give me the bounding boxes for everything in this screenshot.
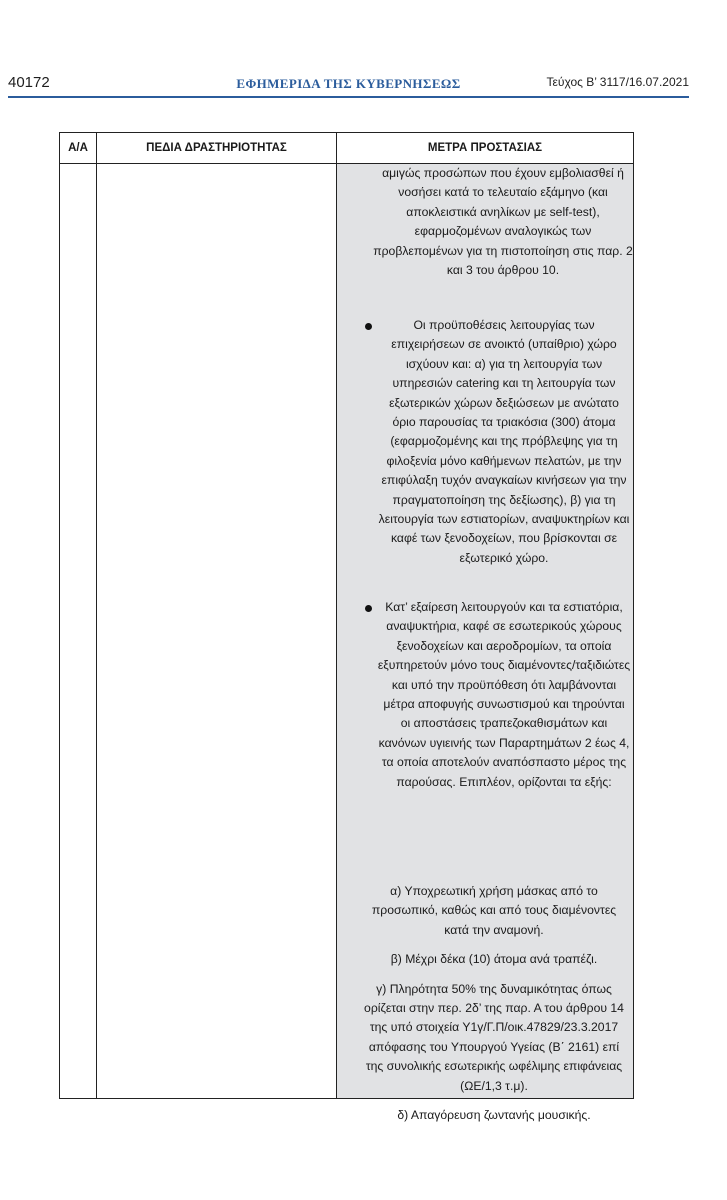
page-header <box>8 72 689 98</box>
column-header-measures: ΜΕΤΡΑ ΠΡΟΣΤΑΣΙΑΣ <box>337 133 634 164</box>
table-row <box>60 164 634 1099</box>
page-number: 40172 <box>8 74 50 91</box>
table-header-row <box>60 133 634 164</box>
column-header-activity: ΠΕΔΙΑ ΔΡΑΣΤΗΡΙΟΤΗΤΑΣ <box>97 133 337 164</box>
cell-measures <box>337 164 634 1123</box>
sub-items <box>363 882 625 1125</box>
continuation-text: αμιγώς προσώπων που έχουν εμβολιασθεί ή νοσήσει κατά το τελευταίο εξάμηνο (και αποκλειστικά ανηλίκων με self-test), εφαρμοζομένων αναλογικώς των προβλεπομένων για τη πιστοποίηση στις παρ. 2 και 3 του άρθρου 10. <box>373 166 633 278</box>
cell-activity <box>97 164 337 1099</box>
sub-item-a: α) Υποχρεωτική χρήση μάσκας από το προσωπικό, καθώς και από τους διαμένοντες κατά την αναμονή. <box>371 884 617 937</box>
bullet-item-indoor <box>377 598 631 792</box>
cell-index <box>60 164 97 1099</box>
issue-reference: Τεύχος Β’ 3117/16.07.2021 <box>546 75 689 89</box>
bullet-item-outdoor <box>377 316 631 568</box>
sub-item-c: γ) Πληρότητα 50% της δυναμικότητας όπως ορίζεται στην περ. 2δ’ της παρ. Α του άρθρου 14 της υπό στοιχεία Υ1γ/Γ.Π/οικ.47829/23.3.2017 απόφασης του Υπουργού Υγείας (Β΄ 2161) επί της συνολικής εσωτερικής ωφέλιμης επιφάνειας (ΩΕ/1,3 τ.μ). <box>364 981 624 1093</box>
bullet-text-outdoor: Οι προϋποθέσεις λειτουργίας των επιχειρήσεων σε ανοικτό (υπαίθριο) χώρο ισχύουν και: α) για τη λειτουργία των υπηρεσιών catering και τη λειτουργία των εξωτερικών χώρων δεξιώσεων με ανώτατο όριο παρουσίας τα τριακόσια (300) άτομα (εφαρμοζομένης και της πρόβλεψης για τη φιλοξενία μόνο καθήμενων πελατών, με την επιφύλαξη τυχόν αναγκαίων κινήσεων για την πραγματοποίηση της δεξίωσης), β) για τη λειτουργία των εστιατορίων, αναψυκτηρίων και καφέ των ξενοδοχείων, που βρίσκονται σε εξωτερικό χώρο. <box>378 318 630 565</box>
sub-item-b: β) Μέχρι δέκα (10) άτομα ανά τραπέζι. <box>390 952 598 967</box>
gazette-title: ΕΦΗΜΕΡΙΔΑ ΤΗΣ ΚΥΒΕΡΝΗΣΕΩΣ <box>236 76 461 91</box>
bullet-icon <box>365 323 372 330</box>
sub-item-d: δ) Απαγόρευση ζωντανής μουσικής. <box>397 1108 591 1123</box>
column-header-index: Α/Α <box>60 133 97 164</box>
measures-table <box>59 132 634 1123</box>
bullet-icon <box>365 605 372 612</box>
bullet-text-indoor: Κατ’ εξαίρεση λειτουργούν και τα εστιατόρια, αναψυκτήρια, καφέ σε εσωτερικούς χώρους ξενοδοχείων και αεροδρομίων, τα οποία εξυπηρετούν μόνο τους διαμένοντες/ταξιδιώτες και υπό την προϋπόθεση ότι λαμβάνονται μέτρα αποφυγής συνωστισμού και τηρούνται οι αποστάσεις τραπεζοκαθισμάτων και κανόνων υγιεινής των Παραρτημάτων 2 έως 4, τα οποία αποτελούν αναπόσπαστο μέρος της παρούσας. Επιπλέον, ορίζονται τα εξής: <box>377 600 631 789</box>
